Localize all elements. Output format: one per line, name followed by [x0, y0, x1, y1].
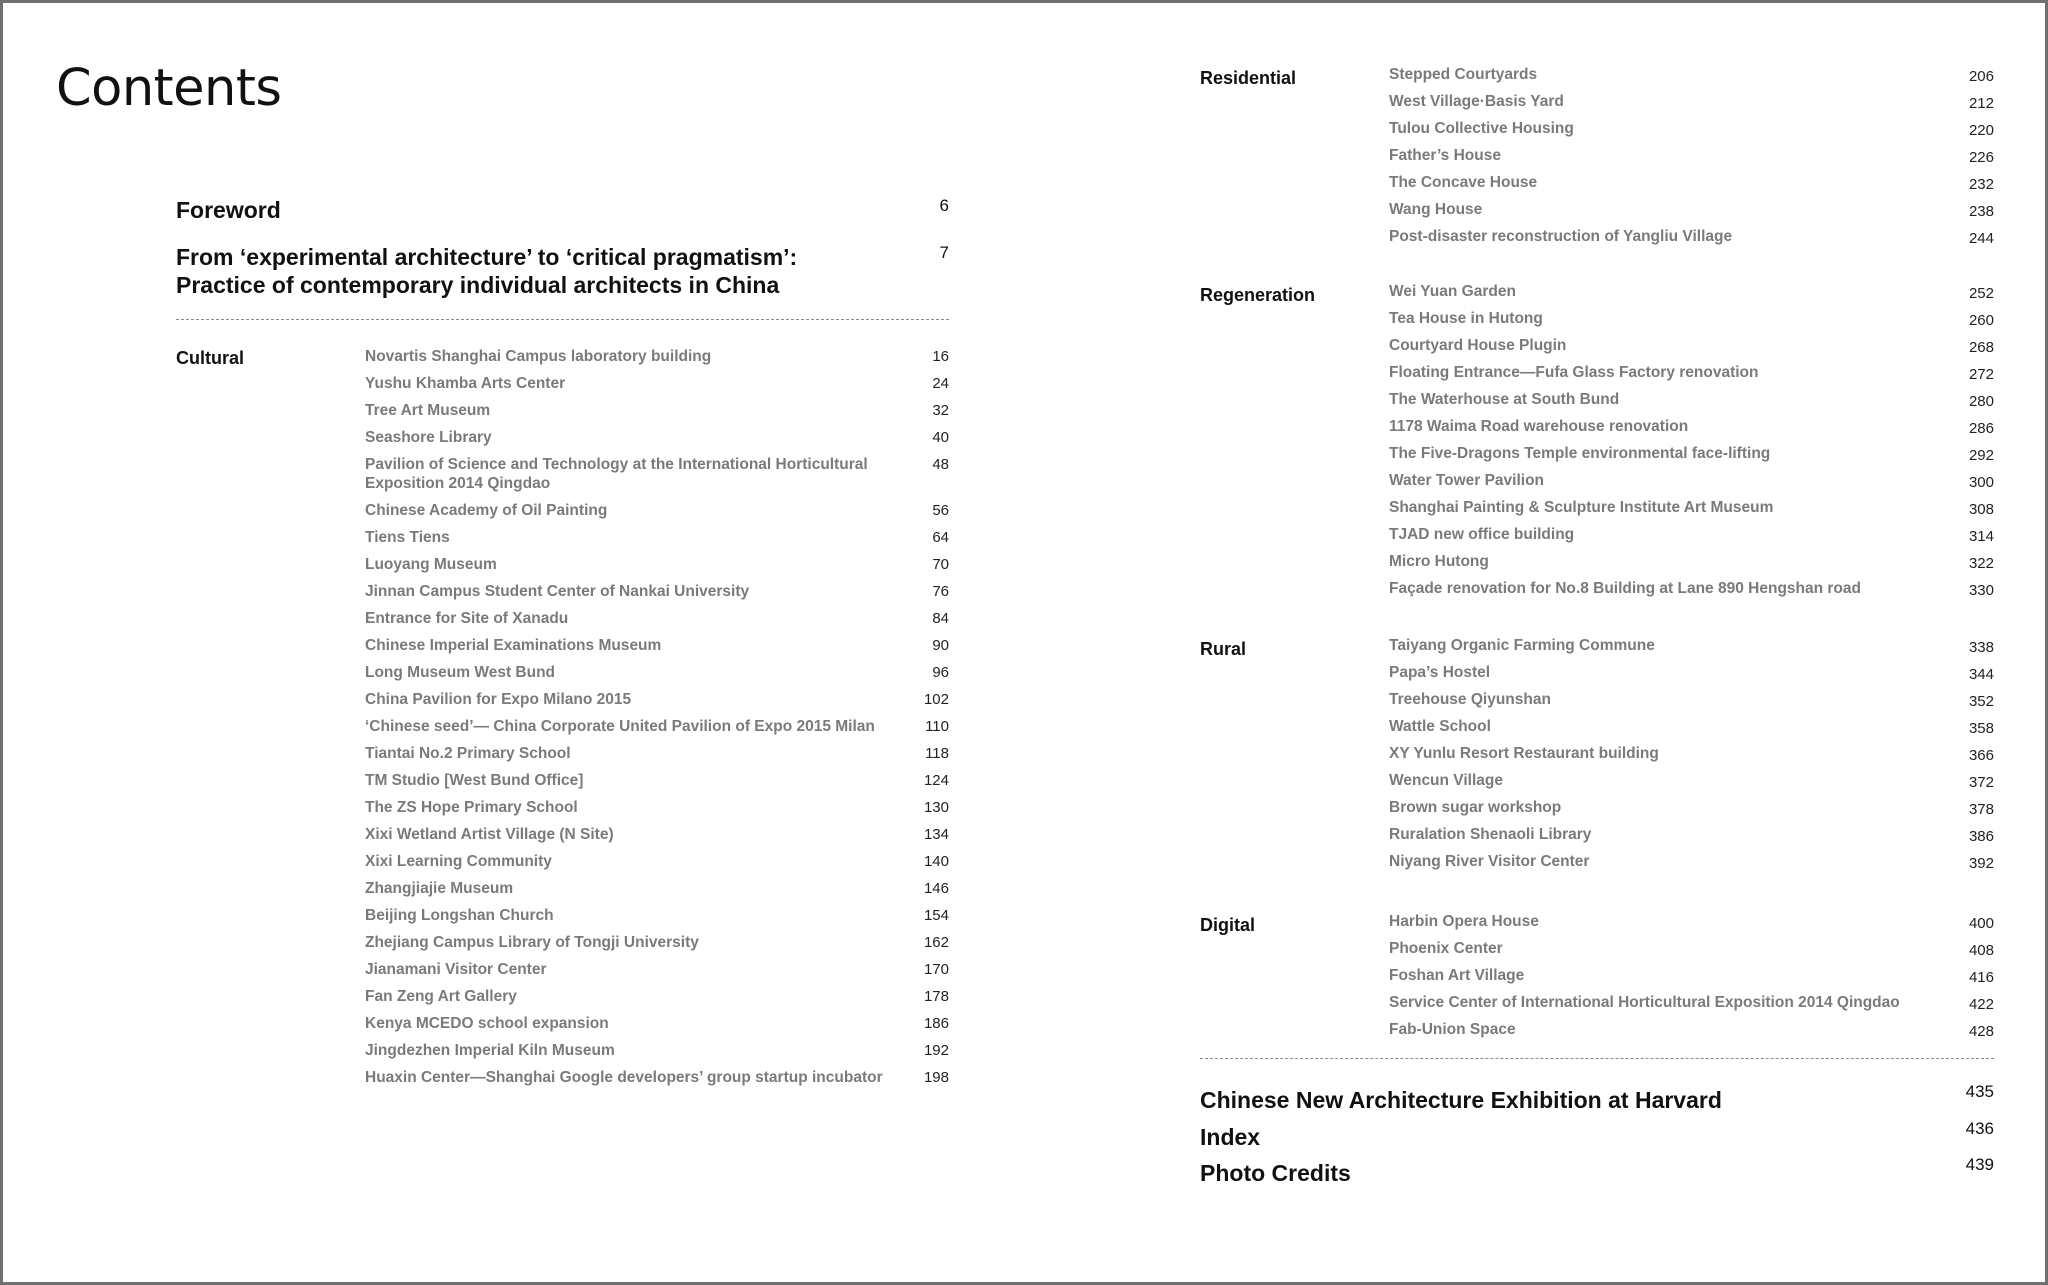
toc-item[interactable]: Niyang River Visitor Center 392 — [1389, 853, 1994, 872]
section-items — [1389, 282, 1994, 606]
toc-item[interactable]: Zhangjiajie Museum 146 — [365, 880, 949, 897]
toc-item[interactable]: Chinese Imperial Examinations Museum 90 — [365, 637, 949, 654]
toc-item[interactable]: Jingdezhen Imperial Kiln Museum 192 — [365, 1042, 949, 1059]
toc-item[interactable]: ‘Chinese seed’— China Corporate United Pavilion of Expo 2015 Milan 110 — [365, 718, 949, 735]
section-items — [365, 347, 949, 1095]
toc-item[interactable]: Service Center of International Horticultural Exposition 2014 Qingdao 422 — [1389, 994, 1994, 1013]
toc-entry-photo-credits[interactable] — [1200, 1155, 1994, 1196]
divider-left — [176, 319, 949, 320]
entry-page: 7 — [939, 243, 949, 262]
entry-page: 436 — [1965, 1118, 1994, 1138]
entry-title-line-2: Practice of contemporary individual architects in China — [176, 272, 780, 298]
toc-item[interactable]: Father’s House 226 — [1389, 147, 1994, 166]
toc-item[interactable]: Seashore Library 40 — [365, 429, 949, 446]
section-label: Regeneration — [1200, 285, 1316, 305]
toc-item[interactable]: China Pavilion for Expo Milano 2015 102 — [365, 691, 949, 708]
toc-item[interactable]: Brown sugar workshop 378 — [1389, 799, 1994, 818]
section-label: Residential — [1200, 68, 1297, 88]
toc-item[interactable]: Long Museum West Bund 96 — [365, 664, 949, 681]
section-items — [1389, 636, 1994, 879]
entry-page: 435 — [1965, 1082, 1994, 1101]
divider-right — [1200, 1058, 1994, 1059]
section-items — [1389, 912, 1994, 1047]
toc-item[interactable]: The ZS Hope Primary School 130 — [365, 799, 949, 816]
section-label: Digital — [1200, 915, 1256, 935]
toc-item[interactable]: Xixi Wetland Artist Village (N Site) 134 — [365, 826, 949, 843]
toc-item[interactable]: Treehouse Qiyunshan 352 — [1389, 691, 1994, 710]
entry-title: Index — [1200, 1123, 1261, 1150]
toc-item[interactable]: Water Tower Pavilion 300 — [1389, 472, 1994, 491]
toc-item[interactable]: Tea House in Hutong 260 — [1389, 310, 1994, 329]
toc-item[interactable]: Yushu Khamba Arts Center 24 — [365, 375, 949, 392]
toc-item[interactable]: TM Studio [West Bund Office] 124 — [365, 772, 949, 789]
toc-entry-index[interactable] — [1200, 1118, 1994, 1160]
section-label: Cultural — [176, 348, 245, 368]
entry-title: Photo Credits — [1200, 1160, 1351, 1186]
page-title: Contents — [56, 59, 282, 118]
entry-title: Chinese New Architecture Exhibition at Harvard — [1200, 1087, 1722, 1113]
toc-item[interactable]: Huaxin Center—Shanghai Google developers’ group startup incubator 198 — [365, 1069, 949, 1086]
toc-item[interactable]: Courtyard House Plugin 268 — [1389, 337, 1994, 356]
toc-item[interactable]: Wattle School 358 — [1389, 718, 1994, 737]
toc-item[interactable]: Fan Zeng Art Gallery 178 — [365, 988, 949, 1005]
toc-item[interactable]: Micro Hutong 322 — [1389, 553, 1994, 572]
toc-item[interactable]: West Village·Basis Yard 212 — [1389, 93, 1994, 112]
toc-item[interactable]: 1178 Waima Road warehouse renovation 286 — [1389, 418, 1994, 437]
toc-item[interactable]: Xixi Learning Community 140 — [365, 853, 949, 870]
toc-item[interactable]: Fab-Union Space 428 — [1389, 1021, 1994, 1040]
toc-item[interactable]: Wei Yuan Garden 252 — [1389, 283, 1994, 302]
toc-item[interactable]: Ruralation Shenaoli Library 386 — [1389, 826, 1994, 845]
toc-item[interactable]: Wang House 238 — [1389, 201, 1994, 220]
toc-item[interactable]: Wencun Village 372 — [1389, 772, 1994, 791]
entry-title-line-1: From ‘experimental architecture’ to ‘critical pragmatism’: — [176, 244, 798, 270]
toc-item[interactable]: Tree Art Museum 32 — [365, 402, 949, 419]
toc-entry-exhibition[interactable] — [1200, 1082, 1994, 1123]
toc-item[interactable]: Jinnan Campus Student Center of Nankai University 76 — [365, 583, 949, 600]
entry-page: 6 — [939, 196, 949, 215]
toc-item[interactable]: TJAD new office building 314 — [1389, 526, 1994, 545]
toc-item[interactable]: Zhejiang Campus Library of Tongji University 162 — [365, 934, 949, 951]
toc-item[interactable]: XY Yunlu Resort Restaurant building 366 — [1389, 745, 1994, 764]
toc-item[interactable]: Tiens Tiens 64 — [365, 529, 949, 546]
toc-item[interactable]: Foshan Art Village 416 — [1389, 967, 1994, 986]
toc-entry-essay[interactable] — [176, 243, 949, 299]
toc-item[interactable]: The Five-Dragons Temple environmental face-lifting 292 — [1389, 445, 1994, 464]
toc-item[interactable]: Kenya MCEDO school expansion 186 — [365, 1015, 949, 1032]
toc-item[interactable]: The Concave House 232 — [1389, 174, 1994, 193]
toc-item[interactable]: Pavilion of Science and Technology at the International Horticultural Exposition 2014 Qingdao 48 — [365, 456, 949, 492]
section-label: Rural — [1200, 639, 1247, 659]
section-items — [1389, 65, 1994, 254]
toc-item[interactable]: Post-disaster reconstruction of Yangliu Village 244 — [1389, 228, 1994, 247]
toc-item[interactable]: Papa’s Hostel 344 — [1389, 664, 1994, 683]
toc-item[interactable]: Harbin Opera House 400 — [1389, 913, 1994, 932]
toc-item[interactable]: Façade renovation for No.8 Building at Lane 890 Hengshan road 330 — [1389, 580, 1994, 599]
toc-item[interactable]: The Waterhouse at South Bund 280 — [1389, 391, 1994, 410]
toc-item[interactable]: Tulou Collective Housing 220 — [1389, 120, 1994, 139]
book-spread — [3, 3, 2045, 1282]
toc-item[interactable]: Stepped Courtyards 206 — [1389, 66, 1994, 85]
toc-item[interactable]: Novartis Shanghai Campus laboratory building 16 — [365, 348, 949, 365]
toc-item[interactable]: Chinese Academy of Oil Painting 56 — [365, 502, 949, 519]
closing-entries — [1200, 1082, 1994, 1196]
entry-page: 439 — [1965, 1155, 1994, 1174]
toc-item[interactable]: Jianamani Visitor Center 170 — [365, 961, 949, 978]
toc-item[interactable]: Phoenix Center 408 — [1389, 940, 1994, 959]
entry-title: Foreword — [176, 197, 281, 223]
toc-entry-foreword[interactable] — [176, 196, 949, 224]
toc-item[interactable]: Shanghai Painting & Sculpture Institute Art Museum 308 — [1389, 499, 1994, 518]
toc-item[interactable]: Floating Entrance—Fufa Glass Factory renovation 272 — [1389, 364, 1994, 383]
toc-item[interactable]: Entrance for Site of Xanadu 84 — [365, 610, 949, 627]
toc-item[interactable]: Luoyang Museum 70 — [365, 556, 949, 573]
toc-item[interactable]: Beijing Longshan Church 154 — [365, 907, 949, 924]
toc-item[interactable]: Taiyang Organic Farming Commune 338 — [1389, 637, 1994, 656]
toc-item[interactable]: Tiantai No.2 Primary School 118 — [365, 745, 949, 762]
